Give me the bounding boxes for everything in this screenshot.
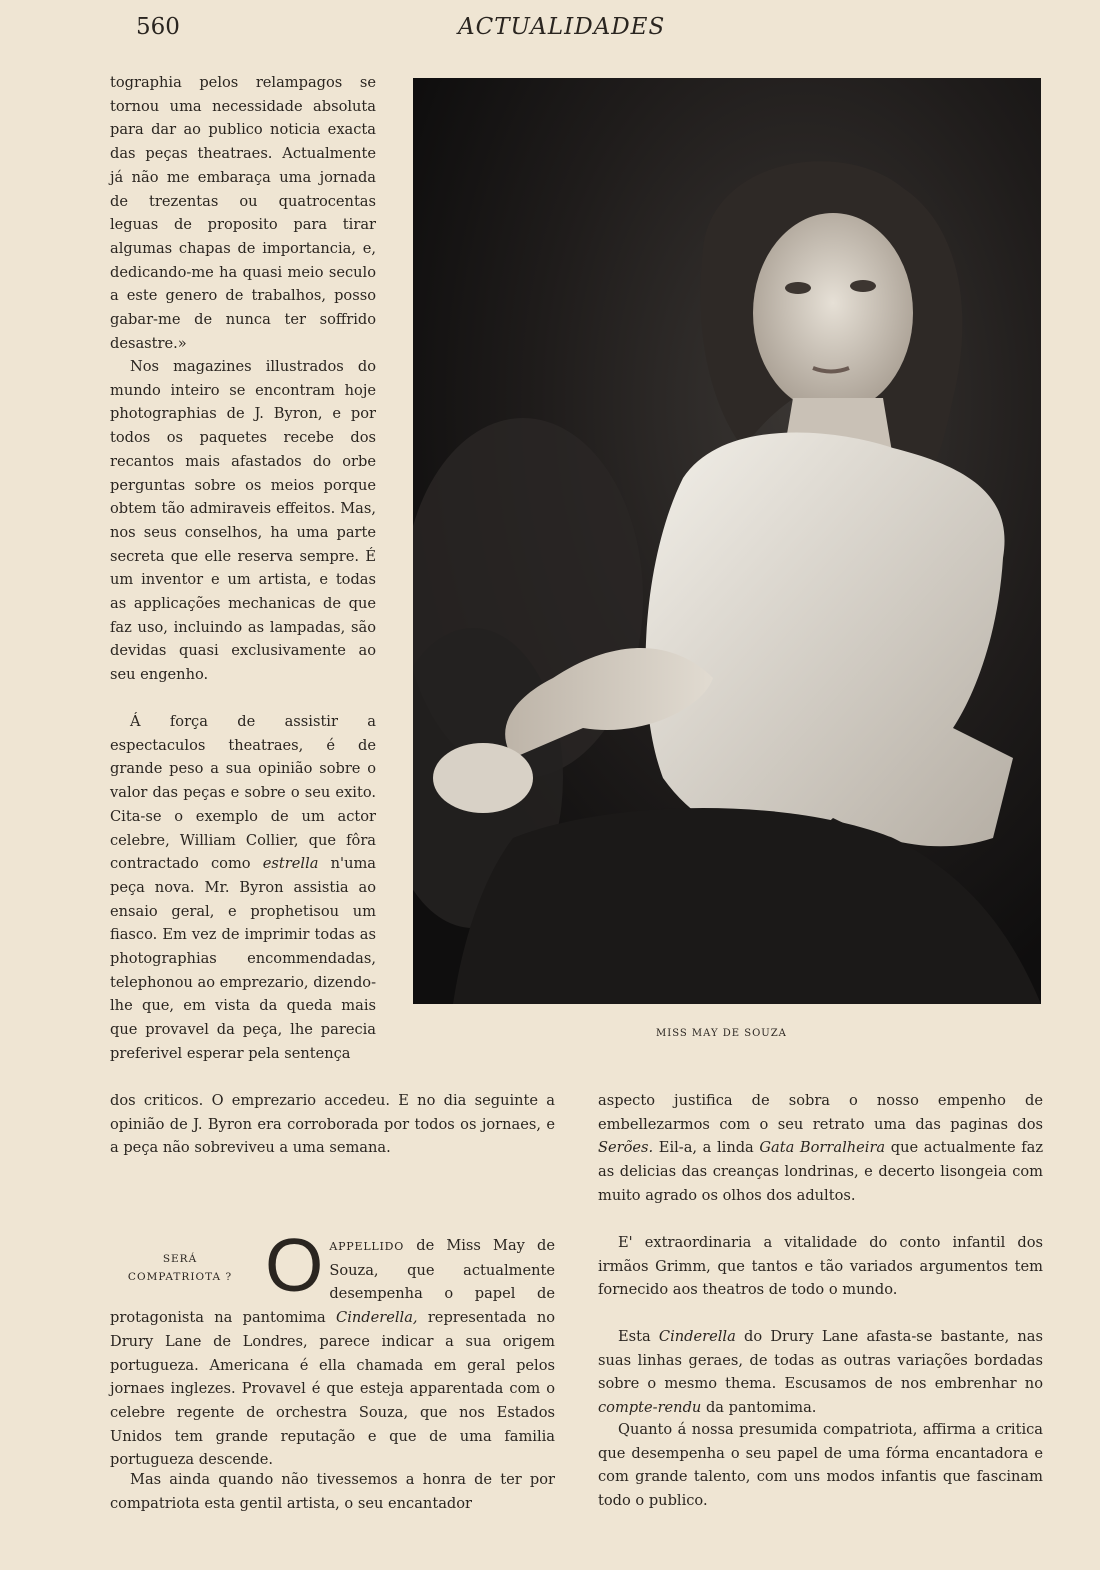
- page-number: 560: [136, 14, 180, 40]
- portrait-illustration: [413, 78, 1041, 1004]
- paragraph-8: [598, 1325, 1043, 1420]
- paragraph-4-text-b: representada no Drury Lane de Londres, parece indicar a sua origem portugueza. Americana é ella chamada em geral pelos jornaes inglezes. Provavel é que esteja apparentada com o celebre regente de orchestra Souza, que nos Estados Unidos tem grande reputação e que de uma familia portugueza descende.: [110, 1309, 556, 1469]
- paragraph-3: [110, 710, 376, 1066]
- paragraph-6-text-b: Eil-a, a linda: [658, 1139, 754, 1157]
- paragraph-6: [598, 1089, 1043, 1208]
- paragraph-6-emphasis-a: Serões.: [598, 1139, 654, 1157]
- paragraph-3-text-a: Á força de assistir a espectaculos theatraes, é de grande peso a sua opinião sobre o valor das peças e sobre o seu exito. Cita-se o exemplo de um actor celebre, William Collier, que fôra contractado como: [110, 713, 376, 873]
- paragraph-3-text-b: n'uma peça nova. Mr. Byron assistia ao ensaio geral, e prophetisou um fiasco. Em vez de imprimir todas as photographias encommendadas, telephonou ao emprezario, dizendo-lhe que, em vista da queda mais que provavel da peça, lhe parecia preferivel esperar pela sentença: [110, 855, 377, 1062]
- paragraph-7: E' extraordinaria a vitalidade do conto infantil dos irmãos Grimm, que tantos e tão variados argumentos tem fornecido aos theatros de todo o mundo.: [598, 1234, 1043, 1299]
- paragraph-1: tographia pelos relampagos se tornou uma necessidade absoluta para dar ao publico noticia exacta das peças theatraes. Actualmente já não me embaraça uma jornada de trezentas ou quatrocentas leguas de proposito para tirar algumas chapas de importancia, e, dedicando-me ha quasi meio seculo a este genero de trabalhos, posso gabar-me de nunca ter soffrido desastre.»: [110, 74, 376, 352]
- paragraph-6-emphasis-b: Gata Borralheira: [759, 1139, 886, 1157]
- paragraph-3-emphasis: estrella: [262, 855, 319, 873]
- paragraph-3-continued: dos criticos. O emprezario accedeu. E no dia seguinte a opinião de J. Byron era corroborada por todos os jornaes, e a peça não sobreviveu a uma semana.: [110, 1092, 555, 1157]
- paragraph-2: Nos magazines illustrados do mundo inteiro se encontram hoje photographias de J. Byron, e por todos os paquetes recebe dos recantos mais afastados do orbe perguntas sobre os meios porque obtem tão admiraveis effeitos. Mas, nos seus conselhos, ha uma parte secreta que elle reserva sempre. É um inventor e um artista, e todas as applicações mechanicas de que faz uso, incluindo as lampadas, são devidas quasi exclusivamente ao seu engenho.: [110, 358, 376, 684]
- side-note-line-1: SERÁ: [162, 1253, 198, 1265]
- paragraph-8-text-c: da pantomima.: [705, 1399, 817, 1417]
- side-note-line-2: COMPATRIOTA ?: [127, 1271, 233, 1283]
- paragraph-4-smallcaps: APPELLIDO: [329, 1240, 405, 1253]
- paragraph-4: [110, 1223, 556, 1469]
- paragraph-9: Quanto á nossa presumida compatriota, affirma a critica que desempenha o seu papel de uma fórma encantadora e com grande talento, com uns modos infantis que fascinam todo o publico.: [598, 1421, 1043, 1510]
- paragraph-8-text-a: Esta: [618, 1328, 651, 1345]
- paragraph-8-text-b: do Drury Lane afasta-se bastante, nas suas linhas geraes, de todas as outras variações bordadas sobre o mesmo thema. Escusamos de nos embrenhar no: [598, 1328, 1043, 1393]
- paragraph-5: Mas ainda quando não tivessemos a honra de ter por compatriota esta gentil artista, o seu encantador: [110, 1471, 555, 1512]
- paragraph-6-text-a: aspecto justifica de sobra o nosso empenho de embellezarmos com o seu retrato uma das paginas dos: [598, 1092, 1043, 1133]
- paragraph-8-emphasis-b: compte-rendu: [598, 1399, 702, 1417]
- paragraph-6-text-c: que actualmente faz as delicias das creanças londrinas, e decerto lisongeia com muito agrado os olhos dos adultos.: [598, 1139, 1044, 1204]
- portrait-photograph: [413, 78, 1041, 1004]
- drop-cap: O: [265, 1223, 324, 1307]
- running-head: ACTUALIDADES: [458, 14, 666, 40]
- page-header: [0, 14, 1100, 50]
- paragraph-8-emphasis-a: Cinderella: [658, 1328, 736, 1345]
- paragraph-4-emphasis: Cinderella,: [336, 1309, 418, 1327]
- photo-caption: MISS MAY DE SOUZA: [656, 1028, 787, 1039]
- paragraph-4-text-a: de Miss May de Souza, que actualmente desempenha o papel de protagonista na pantomima: [110, 1237, 555, 1327]
